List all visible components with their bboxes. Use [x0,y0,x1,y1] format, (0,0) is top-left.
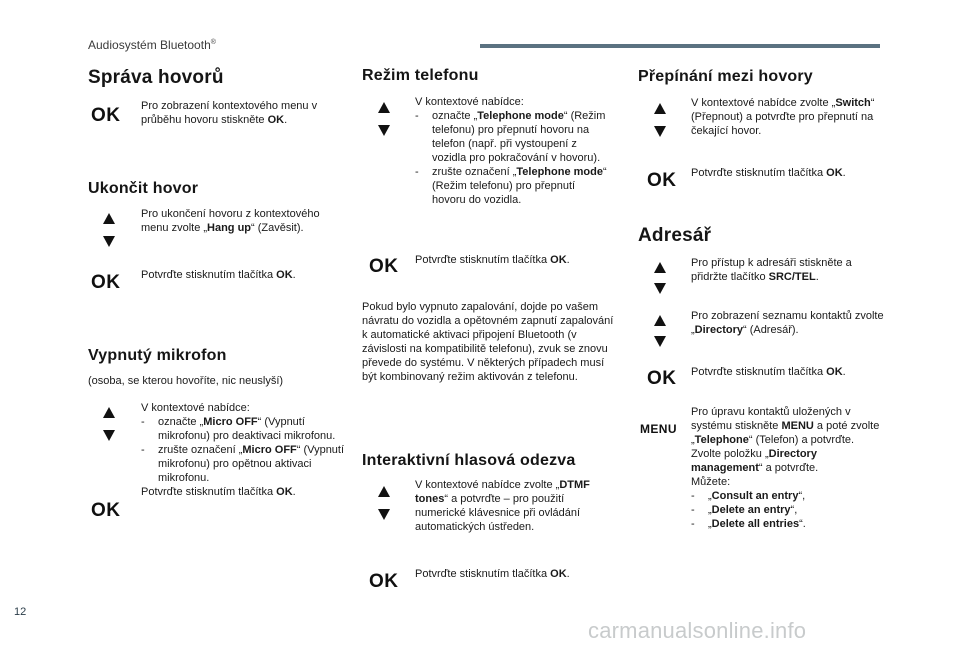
interaktivni-text: V kontextové nabídce zvolte „DTMF tones“ a potvrďte – pro použití numerické klávesnice při ovládání automatických ústředen. [415,479,590,533]
ok-button-icon: OK [91,500,121,521]
up-triangle-icon [378,486,390,497]
adresar-select-text: Zvolte položku „Directory management“ a potvrďte. [691,448,819,474]
down-triangle-icon [654,336,666,347]
up-triangle-icon [103,213,115,224]
up-triangle-icon [103,407,115,418]
rezim-confirm-text: Potvrďte stisknutím tlačítka OK. [415,254,570,266]
down-triangle-icon [378,125,390,136]
ok-button-icon: OK [91,272,121,293]
vypnuty-confirm-text: Potvrďte stisknutím tlačítka OK. [141,486,296,498]
list-item: - označte „Micro OFF“ (Vypnutí mikrofonu) pro deaktivaci mikrofonu. [141,416,336,442]
prepinani-confirm-text: Potvrďte stisknutím tlačítka OK. [691,167,846,179]
list-item: - označte „Telephone mode“ (Režim telefonu) pro přepnutí hovoru na telefon (např. při vystoupení z vozidla pro pokračování v hovoru). [415,110,606,164]
list-item: - zrušte označení „Telephone mode“ (Režim telefonu) pro přepnutí hovoru do vozidla. [415,166,607,206]
rezim-note: Pokud bylo vypnuto zapalování, dojde po vašem návratu do vozidla a opětovném zapnutí zapalování k automatické aktivaci připojení Bluetooth (v závislosti na kompatibilitě telefonu), zvuk se znovu převede do systému. V některých případech musí být kombinovaný režim aktivován z telefonu. [362,301,614,383]
list-item: - zrušte označení „Micro OFF“ (Vypnutí mikrofonu) pro opětnou aktivaci mikrofonu. [141,444,345,484]
adresar-confirm-text: Potvrďte stisknutím tlačítka OK. [691,366,846,378]
ukoncit-confirm-text: Potvrďte stisknutím tlačítka OK. [141,269,296,281]
section-title-prepinani-mezi-hovory: Přepínání mezi hovory [638,68,813,85]
adresar-list-text: Pro zobrazení seznamu kontaktů zvolte „Directory“ (Adresář). [691,310,884,336]
list-item: - „Delete all entries“. [691,518,806,530]
registered-mark: ® [210,39,216,46]
section-title-vypnuty-mikrofon: Vypnutý mikrofon [88,347,227,364]
adresar-can-text: Můžete: [691,476,731,488]
down-triangle-icon [654,126,666,137]
page-number: 12 [14,606,27,618]
rezim-list [415,95,607,207]
ukoncit-text: Pro ukončení hovoru z kontextového menu zvolte „Hang up“ (Zavěsit). [141,208,320,234]
ok-button-icon: OK [369,571,399,592]
ok-button-icon: OK [647,368,677,389]
header-rule [480,44,880,48]
up-triangle-icon [654,315,666,326]
section-title-ukoncit-hovor: Ukončit hovor [88,180,199,197]
watermark: carmanualsonline.info [588,618,807,643]
down-triangle-icon [654,283,666,294]
adresar-edit-block [691,405,881,531]
up-triangle-icon [654,262,666,273]
ok-button-icon: OK [369,256,399,277]
section-title-rezim-telefonu: Režim telefonu [362,67,479,84]
prepinani-text: V kontextové nabídce zvolte „Switch“ (Přepnout) a potvrďte pro přepnutí na čekající hovor. [691,97,875,137]
section-title-sprava-hovoru: Správa hovorů [88,67,224,88]
vypnuty-list [141,401,347,499]
section-title-interaktivni-hlasova-odezva: Interaktivní hlasová odezva [362,452,576,469]
ok-button-icon: OK [91,105,121,126]
down-triangle-icon [103,236,115,247]
vypnuty-subtitle: (osoba, se kterou hovoříte, nic neuslyší) [88,375,284,387]
down-triangle-icon [103,430,115,441]
down-triangle-icon [378,509,390,520]
menu-button-icon: MENU [640,422,677,436]
up-triangle-icon [654,103,666,114]
adresar-edit-text: Pro úpravu kontaktů uložených v systému stiskněte MENU a poté zvolte „Telephone“ (Telefon) a potvrďte. [691,406,880,446]
interaktivni-confirm-text: Potvrďte stisknutím tlačítka OK. [415,568,570,580]
vypnuty-intro: V kontextové nabídce: [141,402,250,414]
header-title: Audiosystém Bluetooth® [88,38,216,52]
sprava-text: Pro zobrazení kontextového menu v průběhu hovoru stiskněte OK. [141,100,318,126]
list-item: - „Delete an entry“, [691,504,798,516]
section-title-adresar: Adresář [638,225,712,246]
up-triangle-icon [378,102,390,113]
adresar-access-text: Pro přístup k adresáři stiskněte a přidržte tlačítko SRC/TEL. [691,257,852,283]
ok-button-icon: OK [647,170,677,191]
list-item: - „Consult an entry“, [691,490,806,502]
rezim-intro: V kontextové nabídce: [415,96,524,108]
